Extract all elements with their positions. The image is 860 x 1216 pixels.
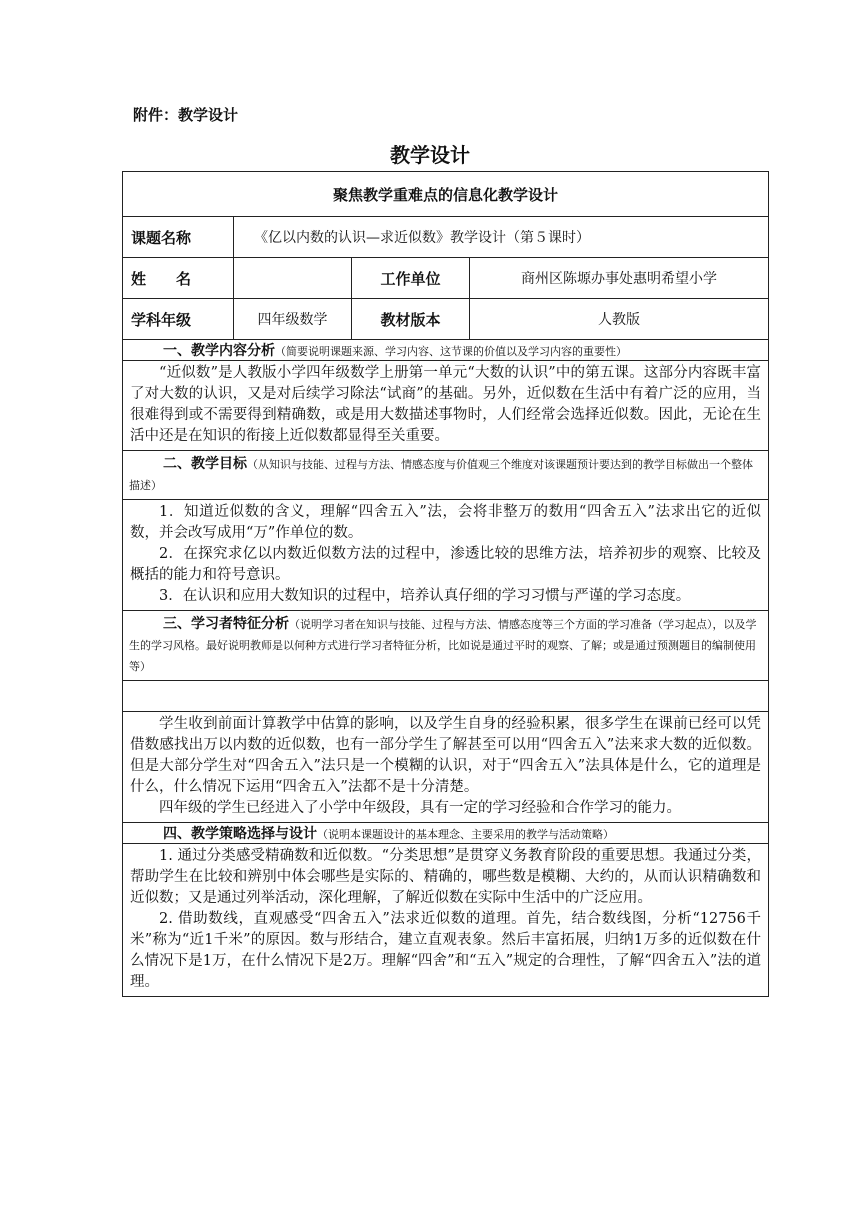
edition-label: 教材版本 xyxy=(352,299,470,340)
section-3-note: （说明学习者在知识与技能、过程与方法、情感态度等三个方面的学习准备（学习起点），以及学生的学习风格。最好说明教师是以何种方式进行学习者特征分析，比如说是通过平时的观察、了解；或是通过预测题目的编制使用等） xyxy=(129,618,757,673)
design-table xyxy=(122,171,769,997)
document-title: 教学设计 xyxy=(390,143,470,167)
section-3-blank-row xyxy=(123,681,769,712)
section-4-paragraph: 2. 借助数线，直观感受“四舍五入”法求近似数的道理。首先，结合数线图，分析“12756千米”称为“近1千米”的原因。数与形结合，建立直观表象。然后丰富拓展，归纳1万多的近似数在什么情况下是1万，在什么情况下是2万。理解“四舍”和“五入”规定的合理性，了解“四舍五入”法的道理。 xyxy=(130,911,762,990)
section-1-paragraph: “近似数”是人教版小学四年级数学上册第一单元“大数的认识”中的第五课。这部分内容既丰富了对大数的认识，又是对后续学习除法“试商”的基础。另外，近似数在生活中有着广泛的应用，当很难得到或不需要得到精确数，或是用大数描述事物时，人们经常会选择近似数。因此，无论在生活中还是在知识的衔接上近似数都显得至关重要。 xyxy=(130,365,762,444)
section-2-header xyxy=(123,451,769,500)
section-1-heading: 一、教学内容分析 xyxy=(163,343,275,359)
section-1-body xyxy=(123,361,769,451)
section-3-header xyxy=(123,611,769,681)
section-3-paragraph: 四年级的学生已经进入了小学中年级段，具有一定的学习经验和合作学习的能力。 xyxy=(159,800,681,816)
section-2-paragraph: 3．在认识和应用大数知识的过程中，培养认真仔细的学习习惯与严谨的学习态度。 xyxy=(159,588,691,604)
section-3-body xyxy=(123,712,769,823)
section-4-body xyxy=(123,844,769,997)
section-2-paragraph: 1．知道近似数的含义，理解“四舍五入”法，会将非整万的数用“四舍五入”法求出它的近似数，并会改写成用“万”作单位的数。 xyxy=(130,504,762,541)
section-3-paragraph: 学生收到前面计算教学中估算的影响，以及学生自身的经验积累，很多学生在课前已经可以凭借数感找出万以内数的近似数，也有一部分学生了解甚至可以用“四舍五入”法来求大数的近似数。但是大部分学生对“四舍五入”法只是一个模糊的认识，对于“四舍五入”法具体是什么，它的道理是什么，什么情况下运用“四舍五入”法都不是十分清楚。 xyxy=(130,716,762,795)
section-2-body xyxy=(123,500,769,611)
topic-value: 《亿以内数的认识—求近似数》教学设计（第５课时） xyxy=(234,217,769,258)
section-2-note: （从知识与技能、过程与方法、情感态度与价值观三个维度对该课题预计要达到的教学目标做出一个整体描述） xyxy=(129,458,753,492)
table-caption: 聚焦教学重难点的信息化教学设计 xyxy=(123,172,769,217)
attachment-label: 附件：教学设计 xyxy=(133,106,239,124)
section-4-header xyxy=(123,823,769,844)
name-value xyxy=(234,258,352,299)
section-2-heading: 二、教学目标 xyxy=(163,456,247,472)
subject-value: 四年级数学 xyxy=(234,299,352,340)
section-1-note: （简要说明课题来源、学习内容、这节课的价值以及学习内容的重要性） xyxy=(275,345,627,358)
name-label: 姓 名 xyxy=(123,258,234,299)
section-4-heading: 四、教学策略选择与设计 xyxy=(163,826,317,842)
section-4-note: （说明本课题设计的基本理念、主要采用的教学与活动策略） xyxy=(317,828,614,841)
section-2-paragraph: 2．在探究求亿以内数近似数方法的过程中，渗透比较的思维方法，培养初步的观察、比较及概括的能力和符号意识。 xyxy=(130,546,762,583)
edition-value: 人教版 xyxy=(470,299,769,340)
section-1-header xyxy=(123,340,769,361)
topic-label: 课题名称 xyxy=(123,217,234,258)
work-unit-label: 工作单位 xyxy=(352,258,470,299)
work-unit-value: 商州区陈塬办事处惠明希望小学 xyxy=(470,258,769,299)
section-4-paragraph: 1. 通过分类感受精确数和近似数。“分类思想”是贯穿义务教育阶段的重要思想。我通过分类，帮助学生在比较和辨别中体会哪些是实际的、精确的，哪些数是模糊、大约的，从而认识精确数和近似数；又是通过列举活动，深化理解，了解近似数在实际中生活中的广泛应用。 xyxy=(130,848,762,906)
section-3-heading: 三、学习者特征分析 xyxy=(163,616,289,632)
subject-label: 学科年级 xyxy=(123,299,234,340)
